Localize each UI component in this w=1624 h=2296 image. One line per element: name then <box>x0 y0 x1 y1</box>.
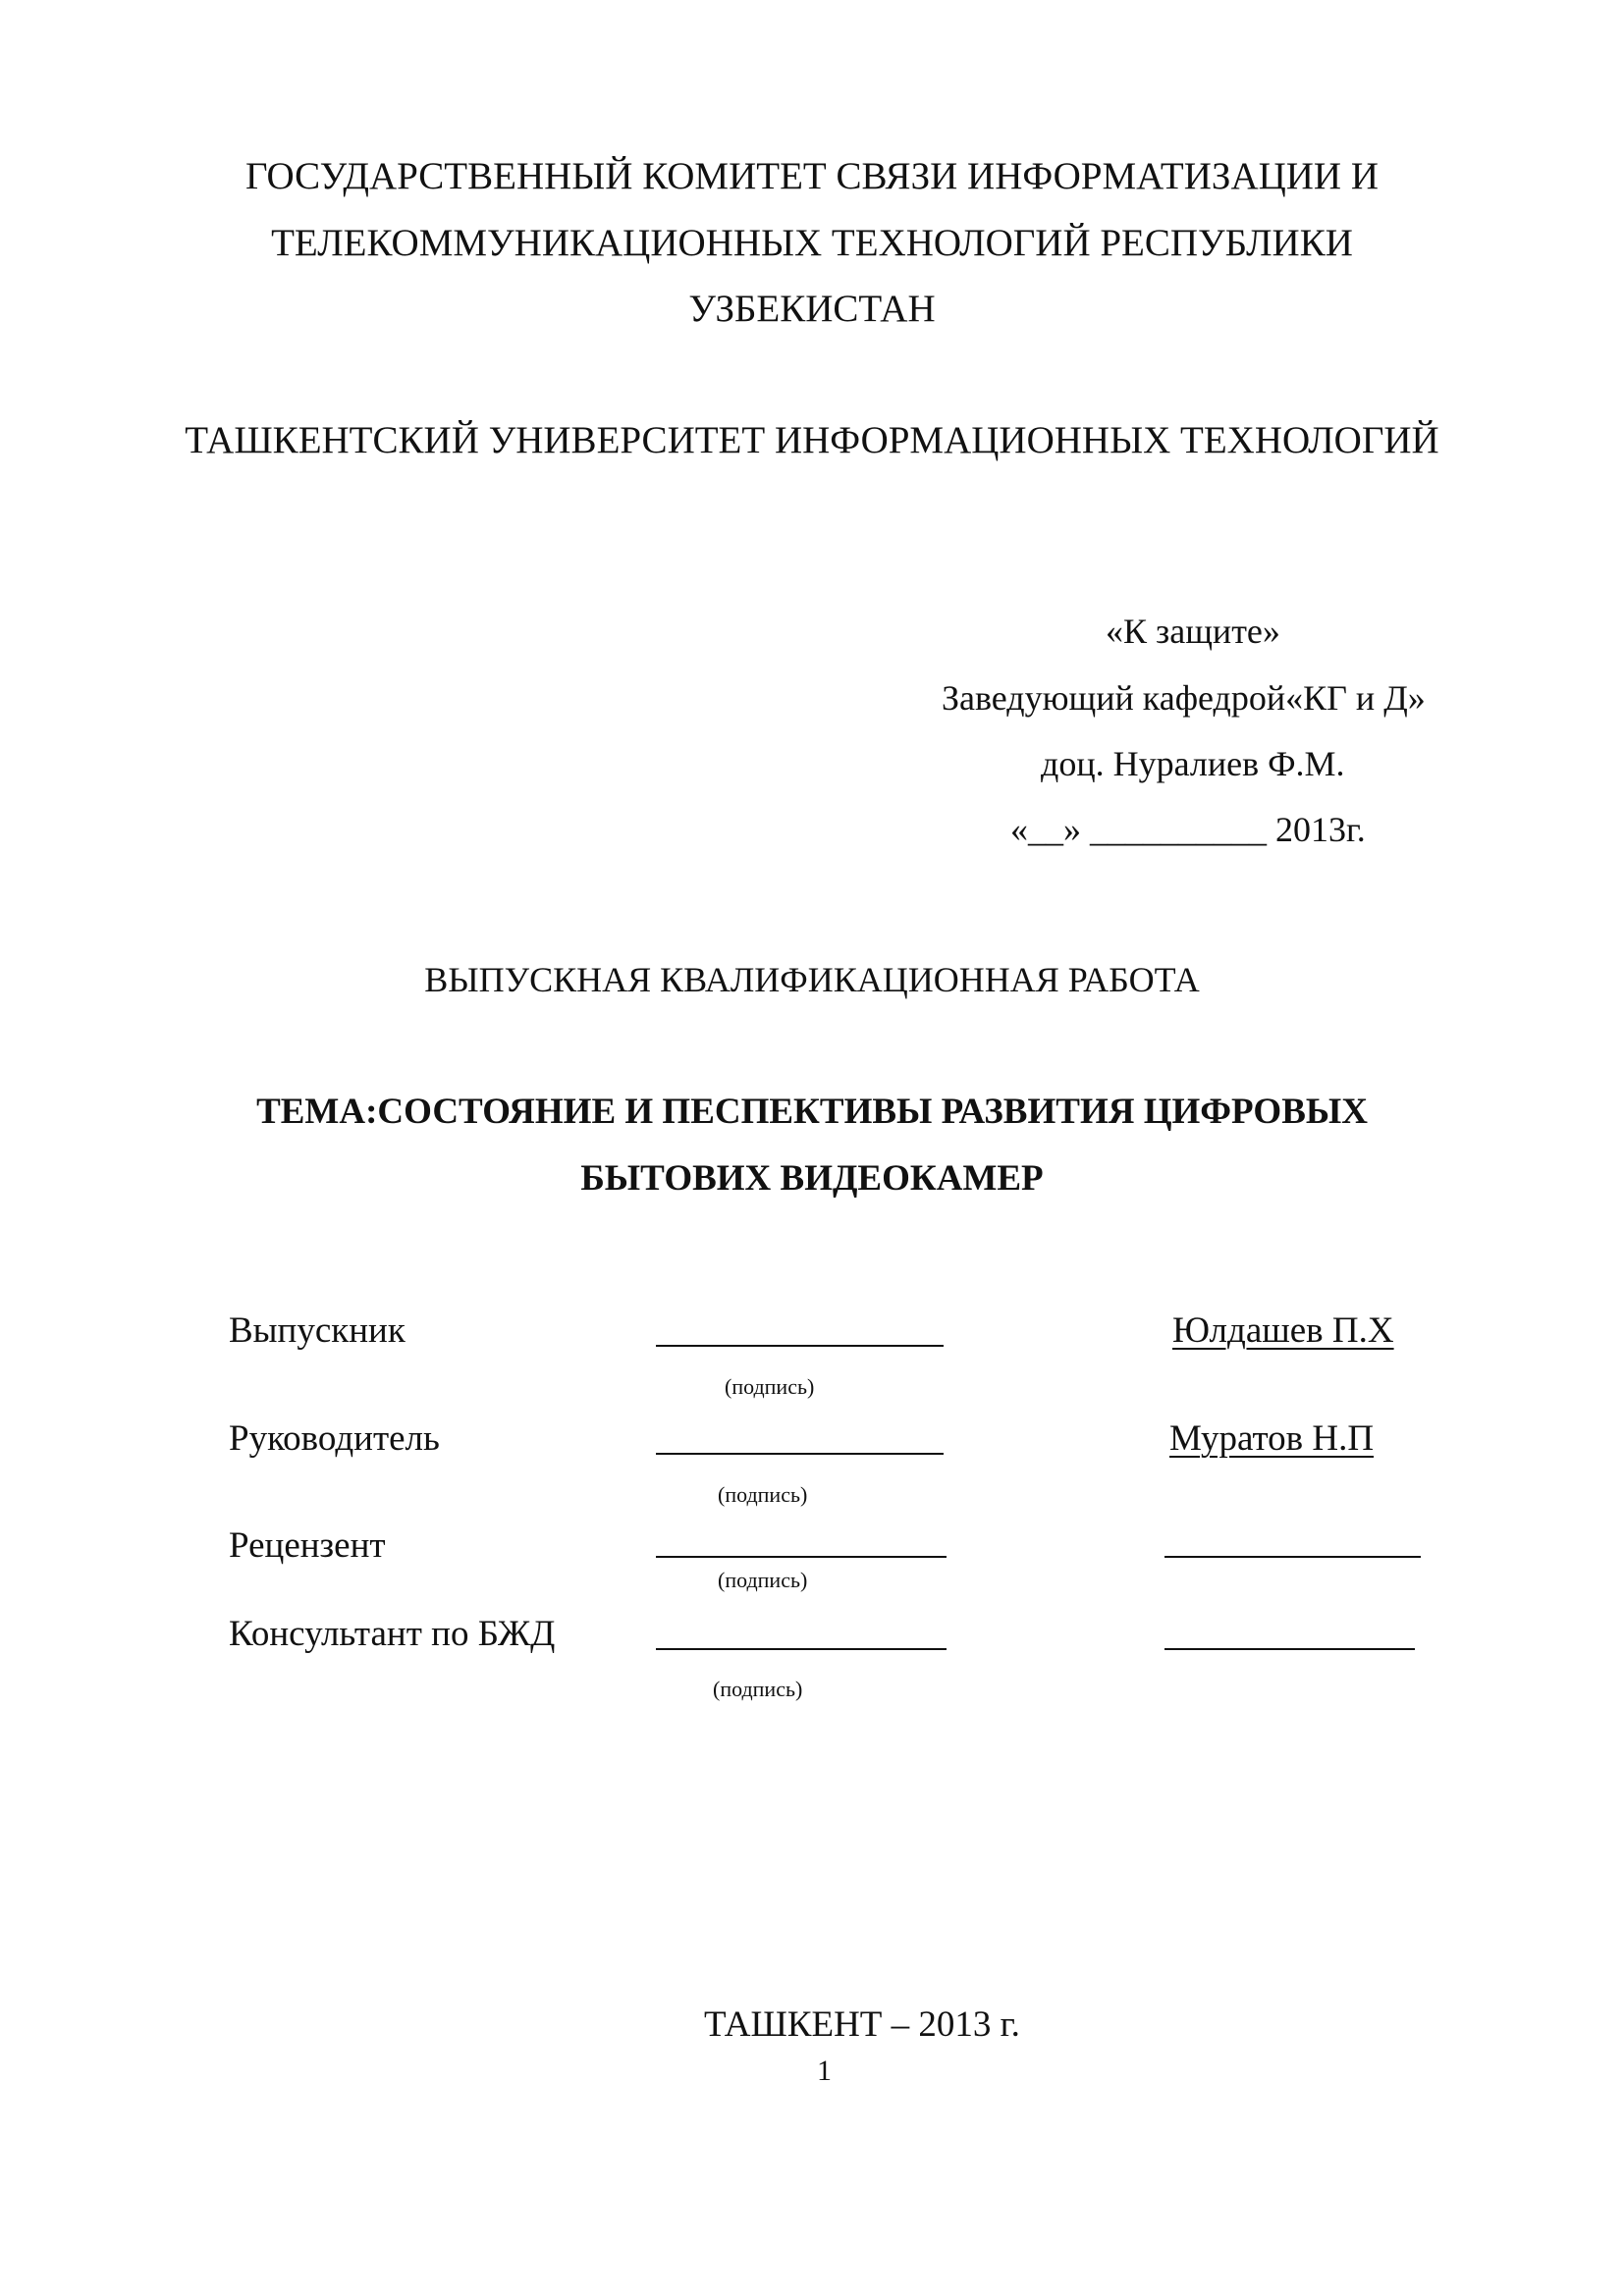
committee-line-2: ТЕЛЕКОММУНИКАЦИОННЫХ ТЕХНОЛОГИЙ РЕСПУБЛИКИ <box>271 222 1353 264</box>
signature-role-reviewer: Рецензент <box>229 1525 386 1566</box>
signature-caption: (подпись) <box>718 1482 808 1507</box>
committee-line-3: УЗБЕКИСТАН <box>688 288 936 330</box>
to-defense-label: «К защите» <box>1106 612 1280 651</box>
topic-line-1: ТЕМА:СОСТОЯНИЕ И ПЕСПЕКТИВЫ РАЗВИТИЯ ЦИФРОВЫХ <box>256 1092 1368 1132</box>
signature-caption: (подпись) <box>718 1568 808 1592</box>
approval-date: «__» __________ 2013г. <box>1010 810 1366 849</box>
signature-line <box>656 1556 947 1558</box>
signature-role-consultant: Консультант по БЖД <box>229 1614 556 1654</box>
topic-line-2: БЫТОВИХ ВИДЕОКАМЕР <box>580 1158 1044 1199</box>
page-number: 1 <box>817 2055 832 2087</box>
head-of-department: Заведующий кафедрой«КГ и Д» <box>942 678 1426 718</box>
signature-line <box>656 1648 947 1650</box>
signature-role-graduate: Выпускник <box>229 1310 406 1351</box>
signature-line <box>656 1345 944 1347</box>
signature-line <box>656 1453 944 1455</box>
signature-caption: (подпись) <box>713 1677 803 1701</box>
signature-name-supervisor: Муратов Н.П <box>1169 1418 1375 1459</box>
university-name: ТАШКЕНТСКИЙ УНИВЕРСИТЕТ ИНФОРМАЦИОННЫХ ТЕХНОЛОГИЙ <box>185 419 1439 461</box>
signature-caption: (подпись) <box>725 1374 815 1399</box>
name-line <box>1164 1648 1415 1650</box>
signature-name-graduate: Юлдашев П.Х <box>1172 1310 1394 1351</box>
city-year: ТАШКЕНТ – 2013 г. <box>704 2004 1020 2045</box>
document-type: ВЫПУСКНАЯ КВАЛИФИКАЦИОННАЯ РАБОТА <box>424 960 1200 999</box>
head-name: доц. Нуралиев Ф.М. <box>1041 744 1345 783</box>
name-line <box>1164 1556 1421 1558</box>
signature-role-supervisor: Руководитель <box>229 1418 440 1459</box>
committee-line-1: ГОСУДАРСТВЕННЫЙ КОМИТЕТ СВЯЗИ ИНФОРМАТИЗАЦИИ И <box>244 155 1380 197</box>
